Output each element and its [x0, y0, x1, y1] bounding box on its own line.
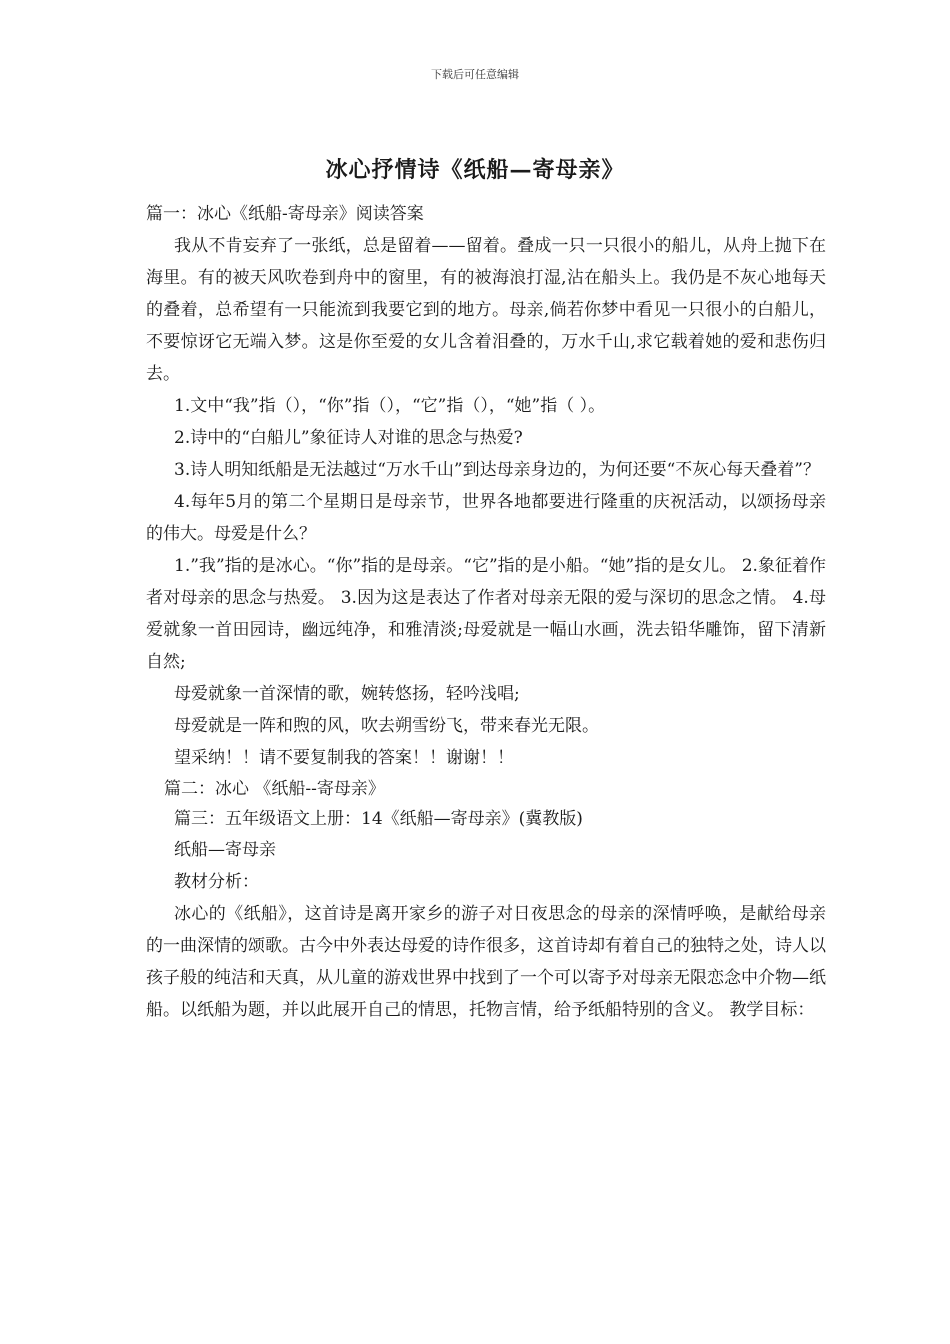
answer-line-3: 望采纳！！请不要复制我的答案！！谢谢！！	[174, 748, 514, 768]
poem-paragraph: 我从不肯妄弃了一张纸，总是留着——留着。叠成一只一只很小的船儿，从舟上抛下在海里。有的被天风吹卷到舟中的窗里，有的被海浪打湿,沾在船头上。我仍是不灰心地每天的叠着，总希望有一只能流到我要它到的地方。母亲,倘若你梦中看见一只很小的白船儿，不要惊讶它无端入梦。这是你至爱的女儿含着泪叠的，万水千山,求它载着她的爱和悲伤归去。	[146, 236, 826, 384]
question-3: 3.诗人明知纸船是无法越过“万水千山”到达母亲身边的，为何还要“不灰心每天叠着”？	[174, 460, 820, 480]
answer-line-2: 母爱就是一阵和煦的风，吹去朔雪纷飞，带来春光无限。	[174, 716, 599, 736]
analysis-label: 教材分析：	[174, 872, 259, 892]
answer-paragraph: 1.”我”指的是冰心。“你”指的是母亲。“它”指的是小船。“她”指的是女儿。 2.象征着作者对母亲的思念与热爱。 3.因为这是表达了作者对母亲无限的爱与深切的思念之情。 4.母爱就象一首田园诗，幽远纯净，和雅清淡;母爱就是一幅山水画，洗去铅华雕饰，留下清新自然;	[146, 556, 826, 672]
lesson-title: 纸船—寄母亲	[174, 840, 276, 860]
question-2: 2.诗中的“白船儿”象征诗人对谁的思念与热爱?	[174, 428, 523, 448]
page-title: 冰心抒情诗《纸船—寄母亲》	[325, 157, 625, 183]
section1-title: 篇一：冰心《纸船-寄母亲》阅读答案	[146, 204, 424, 224]
question-1: 1.文中“我”指（），“你”指（），“它”指（），“她”指（ ）。	[174, 396, 606, 416]
document-body	[146, 198, 826, 1026]
analysis-paragraph: 冰心的《纸船》，这首诗是离开家乡的游子对日夜思念的母亲的深情呼唤，是献给母亲的一曲深情的颂歌。古今中外表达母爱的诗作很多，这首诗却有着自己的独特之处，诗人以孩子般的纯洁和天真，从儿童的游戏世界中找到了一个可以寄予对母亲无限恋念中介物—纸船。以纸船为题，并以此展开自己的情思，托物言情，给予纸船特别的含义。 教学目标：	[146, 904, 826, 1020]
answer-line-1: 母爱就象一首深情的歌，婉转悠扬，轻吟浅唱;	[174, 684, 520, 704]
header-note: 下载后可任意编辑	[431, 68, 519, 81]
question-4: 4.每年5月的第二个星期日是母亲节，世界各地都要进行隆重的庆祝活动，以颂扬母亲的伟大。母爱是什么？	[146, 492, 826, 544]
section2-title: 篇二：冰心 《纸船--寄母亲》	[164, 779, 385, 799]
section3-title: 篇三：五年级语文上册：14《纸船—寄母亲》(冀教版)	[174, 809, 583, 829]
